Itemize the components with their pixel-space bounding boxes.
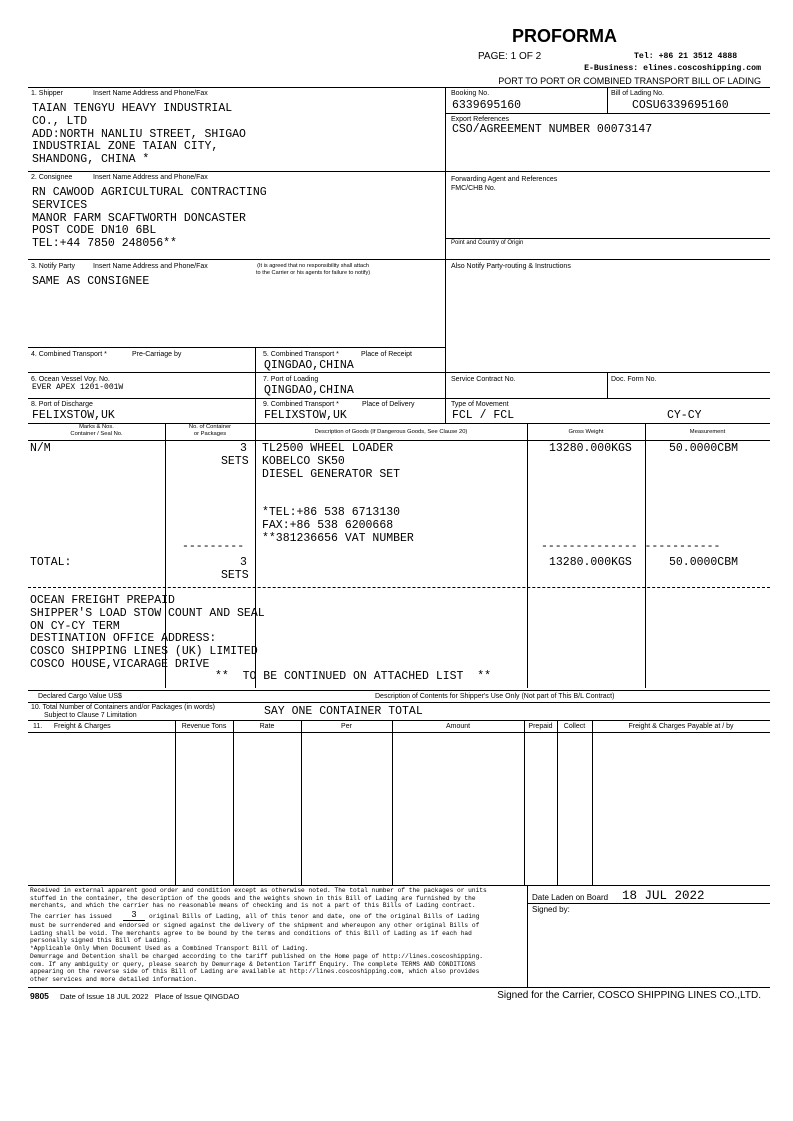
shipper-details: TAIAN TENGYU HEAVY INDUSTRIAL CO., LTD ADD:NORTH NANLIU STREET, SHIGAO INDUSTRIAL ZONE TAIAN CITY, SHANDONG, CHINA * [32, 102, 246, 167]
terms-receipt-clause: Received in external apparent good order and condition except as otherwise noted. The total number of the packages or units stuffed in the container, the description of the goods and the weights shown in this Bill of Lading are furnished by the merchants, and which the carrier has no reasonable means of checking and is not a part of this Bills of Lading contract. [30, 887, 487, 910]
terms-issued-label: The carrier has issued [30, 913, 112, 920]
payable-header: Freight & Charges Payable at / by [628, 723, 734, 730]
notify-disclaimer: (It is agreed that no responsibility shall attach to the Carrier or his agents for failure to notify) [256, 263, 371, 276]
place-of-receipt-value: QINGDAO,CHINA [264, 359, 354, 372]
export-references-value: CSO/AGREEMENT NUMBER 00073147 [452, 123, 653, 136]
package-subtotal-rule: --------- [182, 540, 245, 553]
carrier-signature-line: Signed for the Carrier, COSCO SHIPPING LINES CO.,LTD. [497, 990, 761, 1001]
collect-header: Collect [563, 723, 586, 730]
terms-conditions: must be surrendered and endorsed or signed against the delivery of the shipment and whereupon any other original Bills of Lading shall be void. The merchants agree to be bound by the terms and conditions of this Bill of Lading as if each had personally signed this Bill of Lading. *Applicable Only When Document Used as a Combined Transport Bill of Lading. Demurrage and Detention shall be charged according to the tariff published on the Home page of http://lines.coscoshipping. com. If any ambiguity or query, please search by Demurrage & Detention Tariff Enquiry. The complete TERMS AND CONDITIONS appearing on the reverse side of this Bill of Lading are available at http://lines.coscoshipping.com, which also provides other services and more detailed information. [30, 922, 483, 983]
place-of-receipt-hint: Place of Receipt [361, 351, 412, 358]
forwarding-agent-label: Forwarding Agent and References [451, 176, 558, 183]
consignee-label: 2. Consignee [31, 174, 73, 181]
freight-charges-header: 11. Freight & Charges [33, 723, 111, 730]
measurement-value: 50.0000CBM [669, 442, 739, 455]
service-contract-label: Service Contract No. [451, 376, 516, 383]
notify-party-hint: Insert Name Address and Phone/Fax [93, 263, 208, 270]
port-of-loading-value: QINGDAO,CHINA [264, 384, 354, 397]
originals-issued-count: 3 [123, 910, 145, 921]
rate-header: Rate [259, 723, 275, 730]
vessel-label: 6. Ocean Vessel Voy. No. [31, 376, 110, 383]
notify-party-label: 3. Notify Party [31, 263, 75, 270]
amount-header: Amount [445, 723, 471, 730]
total-containers-sub: Subject to Clause 7 Limitation [44, 712, 137, 719]
movement-terms: CY-CY [667, 409, 702, 422]
notify-party-details: SAME AS CONSIGNEE [32, 275, 150, 288]
place-of-delivery-hint: Place of Delivery [362, 401, 415, 408]
total-package-count: 3 [240, 556, 247, 569]
gross-weight-value: 13280.000KGS [549, 442, 632, 455]
marks-header: Marks & Nos. Container / Seal No. [70, 424, 123, 437]
document-title: PROFORMA [512, 26, 617, 46]
movement-label: Type of Movement [451, 401, 509, 408]
issue-details: Date of Issue 18 JUL 2022 Place of Issue QINGDAO [60, 992, 240, 1001]
continued-notice: ** TO BE CONTINUED ON ATTACHED LIST ** [215, 670, 492, 683]
movement-value: FCL / FCL [452, 409, 515, 422]
date-laden-value: 18 JUL 2022 [622, 889, 705, 903]
consignee-details: RN CAWOOD AGRICULTURAL CONTRACTING SERVICES MANOR FARM SCAFTWORTH DONCASTER POST CODE DN10 6BL TEL:+44 7850 248056** [32, 186, 267, 251]
bl-number: COSU6339695160 [632, 99, 729, 112]
shipment-remarks: OCEAN FREIGHT PREPAID SHIPPER'S LOAD STOW COUNT AND SEAL ON CY-CY TERM DESTINATION OFFICE ADDRESS: COSCO SHIPPING LINES (UK) LIMITED COSCO HOUSE,VICARAGE DRIVE [30, 594, 265, 671]
gross-weight-header: Gross Weight [568, 429, 604, 435]
per-header: Per [341, 723, 352, 730]
total-gross-weight: 13280.000KGS [549, 556, 632, 569]
export-references-label: Export References [451, 116, 509, 123]
port-of-discharge-value: FELIXSTOW,UK [32, 409, 115, 422]
prepaid-header: Prepaid [528, 723, 553, 730]
form-code: 9805 [30, 991, 49, 1001]
goods-description: TL2500 WHEEL LOADER KOBELCO SK50 DIESEL GENERATOR SET *TEL:+86 538 6713130 FAX:+86 538 6200668 **381236656 VAT NUMBER [262, 442, 414, 545]
contents-description-label: Description of Contents for Shipper's Use Only (Not part of This B/L Contract) [375, 693, 615, 700]
pre-carriage-label: 4. Combined Transport * [31, 351, 107, 358]
packages-header: No. of Container or Packages [188, 424, 232, 437]
carrier-ebusiness: E-Business: elines.coscoshipping.com [584, 64, 761, 73]
place-of-delivery-value: FELIXSTOW,UK [264, 409, 347, 422]
booking-label: Booking No. [451, 90, 490, 97]
port-of-discharge-label: 8. Port of Discharge [31, 401, 93, 408]
booking-number: 6339695160 [452, 99, 522, 112]
origin-label: Point and Country of Origin [451, 240, 524, 246]
also-notify-label: Also Notify Party-routing & Instructions [451, 263, 571, 270]
total-measurement: 50.0000CBM [669, 556, 739, 569]
signed-by-label: Signed by: [532, 905, 570, 914]
measurement-header: Measurement [689, 429, 726, 435]
vessel-value: EVER APEX 1201-001W [32, 383, 124, 392]
bl-label: Bill of Lading No. [611, 90, 664, 97]
date-laden-label: Date Laden on Board [532, 893, 609, 902]
doc-form-label: Doc. Form No. [611, 376, 657, 383]
total-package-unit: SETS [221, 569, 249, 582]
terms-issued-clause: original Bills of Lading, all of this tenor and date, one of the original Bills of Lading [149, 913, 480, 920]
shipper-label: 1. Shipper [31, 90, 63, 97]
place-of-receipt-label: 5. Combined Transport * [263, 351, 339, 358]
fmc-chb-label: FMC/CHB No. [451, 185, 496, 192]
carrier-telephone: Tel: +86 21 3512 4888 [634, 52, 738, 61]
port-of-loading-label: 7. Port of Loading [263, 376, 319, 383]
package-count: 3 [240, 442, 247, 455]
total-containers-words: SAY ONE CONTAINER TOTAL [264, 705, 423, 718]
revenue-tons-header: Revenue Tons [181, 723, 227, 730]
declared-value-label: Declared Cargo Value US$ [38, 693, 122, 700]
consignee-hint: Insert Name Address and Phone/Fax [93, 174, 208, 181]
total-label: TOTAL: [30, 556, 72, 569]
shipper-hint: Insert Name Address and Phone/Fax [93, 90, 208, 97]
marks-value: N/M [30, 442, 51, 455]
package-unit: SETS [221, 455, 249, 468]
total-containers-label: 10. Total Number of Containers and/or Packages (in words) [31, 704, 215, 711]
description-header: Description of Goods (If Dangerous Goods, See Clause 20) [314, 429, 468, 435]
pre-carriage-hint: Pre-Carriage by [132, 351, 182, 358]
document-type: PORT TO PORT OR COMBINED TRANSPORT BILL OF LADING [498, 76, 761, 86]
weight-subtotal-rule: -------------- ----------- [541, 540, 721, 553]
page-indicator: PAGE: 1 OF 2 [478, 51, 542, 62]
place-of-delivery-label: 9. Combined Transport * [263, 401, 339, 408]
